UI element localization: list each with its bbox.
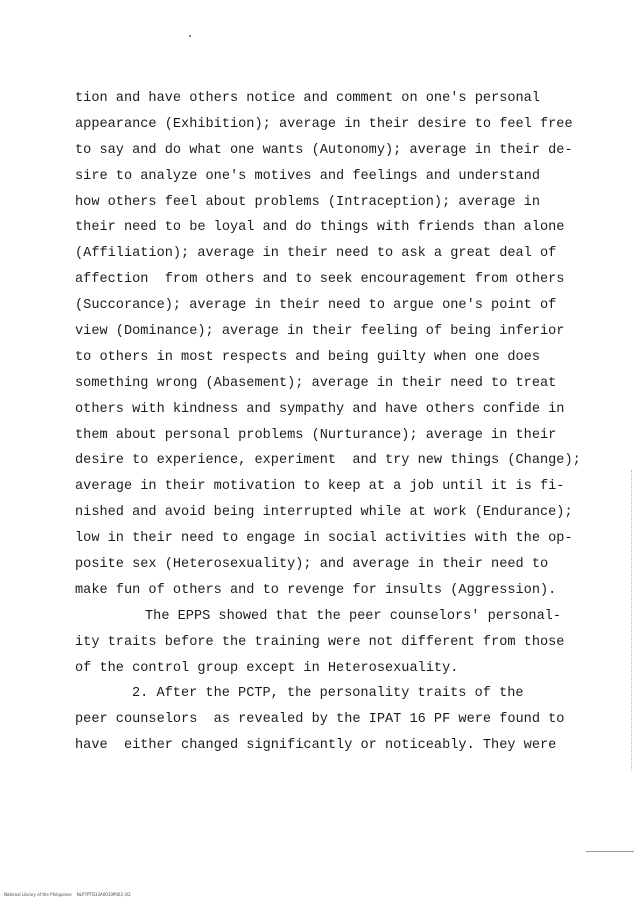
text-line: how others feel about problems (Intraception); average in xyxy=(75,194,540,210)
text-line: view (Dominance); average in their feeling of being inferior xyxy=(75,324,565,340)
scan-footer: National Library of the Philippines NLP7PTD33A0010P003 3/2 xyxy=(4,892,131,897)
text-line: tion and have others notice and comment on one's personal xyxy=(75,91,540,106)
text-line: to say and do what one wants (Autonomy); average in their de- xyxy=(75,142,573,158)
text-line: sire to analyze one's motives and feelings and understand xyxy=(75,168,540,184)
text-line: have either changed significantly or noticeably. They were xyxy=(75,738,557,754)
text-line: to others in most respects and being guilty when one does xyxy=(75,349,540,365)
scan-edge-mark xyxy=(630,470,632,770)
paragraph-start-line: The EPPS showed that the peer counselors' personal- xyxy=(145,608,562,624)
text-line: others with kindness and sympathy and have others confide in xyxy=(75,401,565,417)
numbered-item-line: 2. After the PCTP, the personality traits of the xyxy=(132,686,524,702)
text-line: low in their need to engage in social activities with the op- xyxy=(75,531,573,547)
text-line: affection from others and to seek encouragement from others xyxy=(75,272,565,288)
text-line: appearance (Exhibition); average in their desire to feel free xyxy=(75,116,573,132)
text-line: make fun of others and to revenge for insults (Aggression). xyxy=(75,582,557,598)
scan-edge-rule xyxy=(586,851,634,852)
text-line: (Succorance); average in their need to argue one's point of xyxy=(75,298,557,314)
text-line: desire to experience, experiment and try new things (Change); xyxy=(75,453,581,469)
text-line: their need to be loyal and do things with friends than alone xyxy=(75,220,565,236)
scan-speck xyxy=(189,35,191,37)
text-line: of the control group except in Heterosexuality. xyxy=(75,660,459,676)
text-line: ity traits before the training were not different from those xyxy=(75,634,565,650)
text-line: something wrong (Abasement); average in their need to treat xyxy=(75,375,557,391)
text-line: them about personal problems (Nurturance); average in their xyxy=(75,427,557,443)
body-text xyxy=(75,86,581,759)
text-line: peer counselors as revealed by the IPAT 16 PF were found to xyxy=(75,712,565,728)
text-line: posite sex (Heterosexuality); and average in their need to xyxy=(75,557,549,573)
text-line: nished and avoid being interrupted while at work (Endurance); xyxy=(75,505,573,521)
text-line: average in their motivation to keep at a job until it is fi- xyxy=(75,479,565,495)
text-line: (Affiliation); average in their need to ask a great deal of xyxy=(75,246,557,262)
